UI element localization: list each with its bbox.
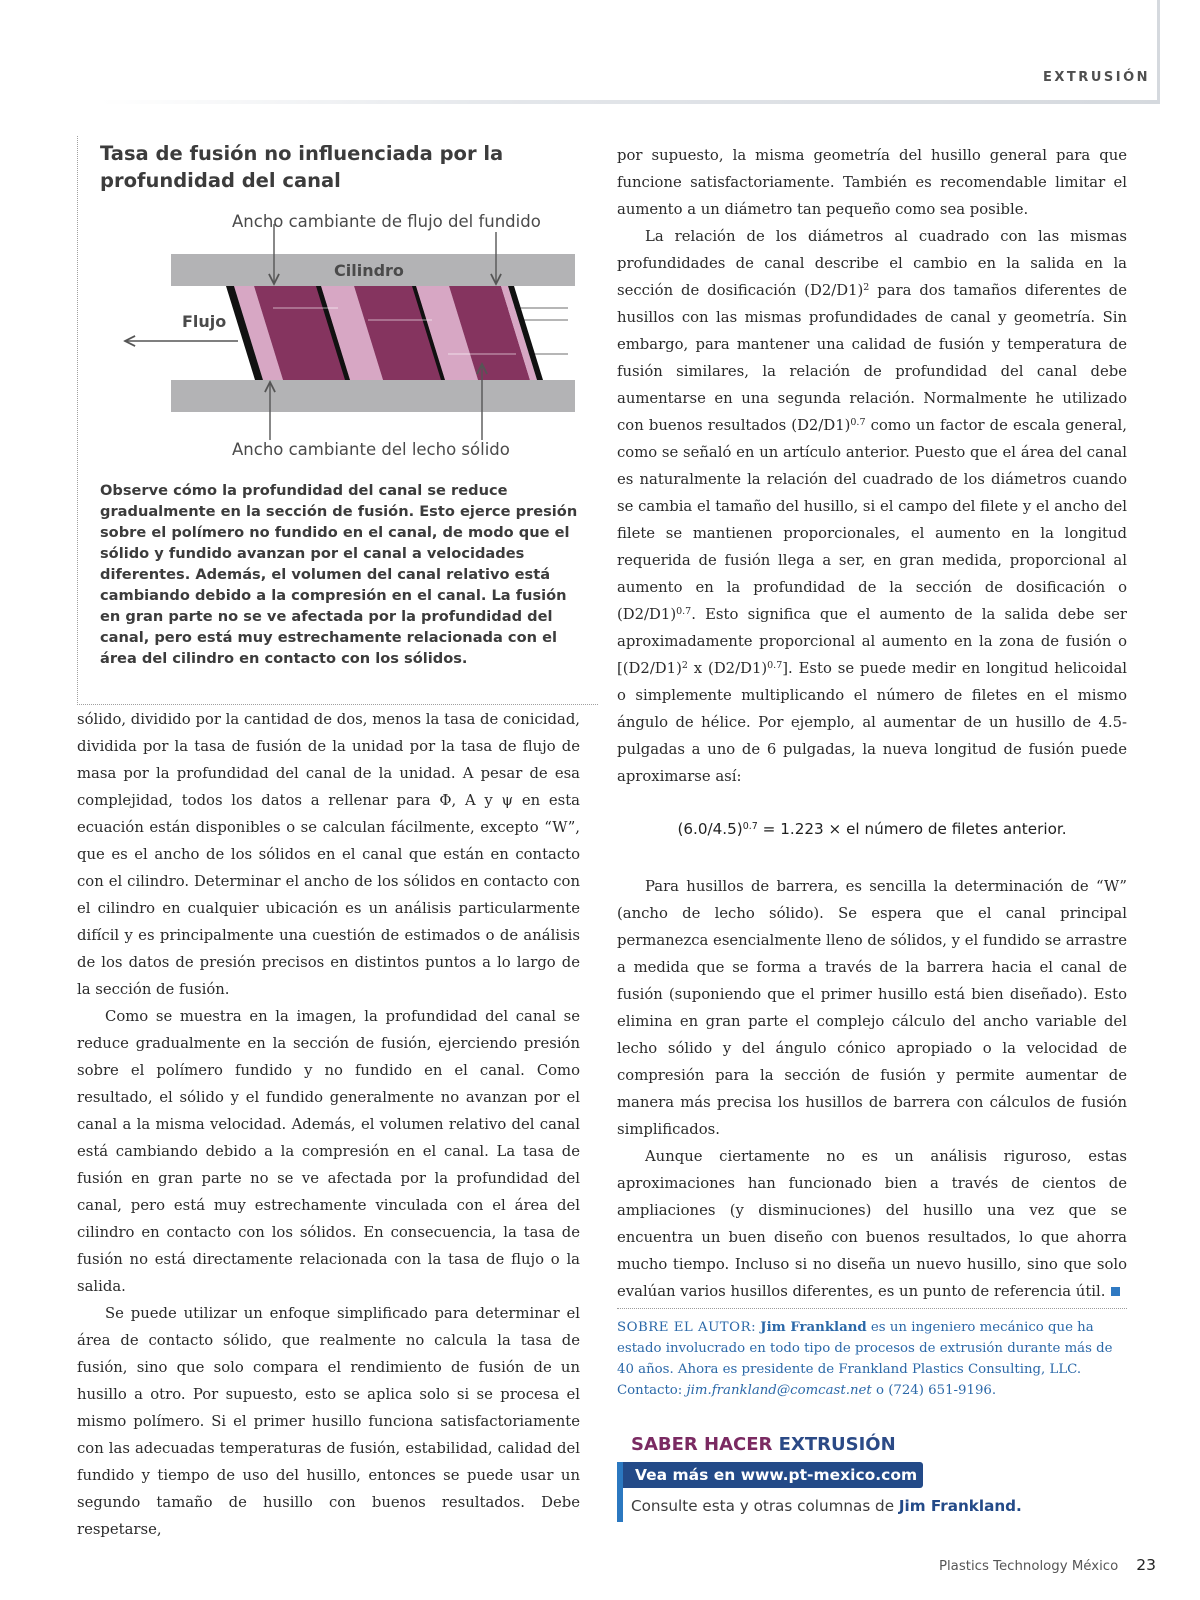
body-paragraph: sólido, dividido por la cantidad de dos, menos la tasa de conicidad, dividida por la tasa de fusión de la unidad por la tasa de flujo de masa por la profundidad del canal de la unidad. A pesar de esa complejidad, todos los datos a rellenar para Φ, A y ψ en esta ecuación están disponibles o se calculan fácilmente, excepto “W”, que es el ancho de los sólidos en el canal que están en contacto con el cilindro. Determinar el ancho de los sólidos en contacto con el cilindro en cualquier ubicación es un análisis particularmente difícil y es principalmente una cuestión de estimados o de análisis de los datos de presión precisos en distintos puntos a lo largo de la sección de fusión. [77, 711, 580, 998]
author-box [617, 1308, 1127, 1401]
promo-link[interactable]: Vea más en www.pt-mexico.com [623, 1462, 923, 1488]
promo-title: SABER HACER EXTRUSIÓN [631, 1434, 896, 1455]
author-label: SOBRE EL AUTOR: [617, 1320, 757, 1335]
page-footer [939, 1556, 1156, 1574]
page-number: 23 [1136, 1556, 1156, 1574]
body-paragraph-scaling: La relación de los diámetros al cuadrado con las mismas profundidades de canal describe el cambio en la salida en la sección de dosificación $(D2/D1)^2$ para dos tamaños diferentes de husillos con las mismas profundidades de canal y geometría. Sin embargo, para mantener una calidad de fusión y temperatura de fusión similares, la relación de profundidad del canal debe aumentarse en una segunda relación. Normalmente he utilizado con buenos resultados $(D2/D1)^{0.7}$ como un factor de escala general, como se señaló en un artículo anterior. Puesto que el área del canal es naturalmente la relación del cuadrado de los diámetros cuando se cambia el tamaño del husillo, si el campo del filete y el ancho del filete se mantienen proporcionales, el aumento en la longitud requerida de fusión llega a ser, en gran medida, proporcional al aumento en la profundidad de la sección de dosificación o $(D2/D1)^{0.7}$. Esto significa que el aumento de la salida debe ser aproximadamente proporcional al aumento en la zona de fusión o [$(D2/D1)^2$ x $(D2/D1)^{0.7}$]. Esto se puede medir en longitud helicoidal o simplemente multiplicando el número de filetes en el mismo ángulo de hélice. Por ejemplo, al aumentar de un husillo de 4.5-pulgadas a uno de 6 pulgadas, la nueva longitud de fusión puede aproximarse así: [617, 228, 1127, 785]
author-bio: es un ingeniero mecánico que ha estado involucrado en todo tipo de procesos de extrusión durante más de 40 años. Ahora es presidente de Frankland Plastics Consulting, LLC. Contacto: [617, 1320, 1113, 1398]
figure-title: Tasa de fusión no influenciada por la profundidad del canal [100, 142, 504, 192]
body-paragraph: Se puede utilizar un enfoque simplificado para determinar el área de contacto sólido, que realmente no calcula la tasa de fusión, sino que solo compara el rendimiento de fusión de un husillo a otro. Por supuesto, esto se aplica solo si se procesa el mismo polímero. Si el primer husillo funciona satisfactoriamente con las adecuadas temperaturas de fusión, estabilidad, calidad del fundido y tiempo de uso del husillo, entonces se puede usar un segundo tamaño de husillo con buenos resultados. Debe respetarse, [77, 1305, 580, 1538]
body-paragraph: por supuesto, la misma geometría del husillo general para que funcione satisfactoriamente. También es recomendable limitar el aumento a un diámetro tan pequeño como sea posible. [617, 147, 1127, 218]
author-name: Jim Frankland [760, 1320, 867, 1335]
label-top-width: Ancho cambiante de flujo del fundido [232, 212, 541, 231]
figure-caption: Observe cómo la profundidad del canal se reduce gradualmente en la sección de fusión. Esto ejerce presión sobre el polímero no fundido en el canal, de modo que el sólido y fundido avanzan por el canal a velocidades diferentes. Además, el volumen del canal relativo está cambiando debido a la compresión en el canal. La fusión en gran parte no se ve afectada por la profundidad del canal, pero está muy estrechamente relacionada con el área del cilindro en contacto con los sólidos. [100, 482, 578, 667]
left-column [77, 706, 580, 1543]
header-rule [100, 100, 1160, 104]
author-phone: o (724) 651-9196. [871, 1383, 997, 1398]
label-barrel: Cilindro [334, 261, 404, 280]
end-of-article-icon [1111, 1287, 1120, 1296]
section-label: EXTRUSIÓN [1043, 70, 1150, 85]
right-column [617, 142, 1127, 1305]
page-frame-right [1157, 0, 1160, 100]
body-paragraph: Como se muestra en la imagen, la profundidad del canal se reduce gradualmente en la sección de fusión, ejerciendo presión sobre el polímero fundido y no fundido en el canal. Como resultado, el sólido y el fundido generalmente no avanzan por el canal a la misma velocidad. Además, el volumen relativo del canal está cambiando debido a la compresión en el canal. La tasa de fusión en gran parte no se ve afectada por la profundidad del canal, pero está muy estrechamente vinculada con el área del cilindro en contacto con los sólidos. En consecuencia, la tasa de fusión no está directamente relacionada con la tasa de flujo o la salida. [77, 1008, 580, 1295]
author-email[interactable]: jim.frankland@comcast.net [686, 1383, 872, 1398]
promo-text: Consulte esta y otras columnas de Jim Frankland. [631, 1497, 1022, 1515]
screw-root [171, 380, 575, 412]
label-bottom-width: Ancho cambiante del lecho sólido [232, 440, 510, 459]
body-paragraph: Para husillos de barrera, es sencilla la determinación de “W” (ancho de lecho sólido). Se espera que el canal principal permanezca esencialmente lleno de sólidos, y el fundido se arrastre a medida que se forma a través de la barrera hacia el canal de fusión (suponiendo que el primer husillo está bien diseñado). Esto elimina en gran parte el complejo cálculo del ancho variable del lecho sólido y del ángulo cónico apropiado o la velocidad de compresión para la sección de fusión y permite aumentar de manera más precisa los husillos de barrera con cálculos de fusión simplificados. [617, 878, 1127, 1138]
scaling-formula: $(6.0/4.5)^{0.7} = 1.223$ × el número de filetes anterior. [677, 820, 1067, 838]
promo-box [617, 1434, 1117, 1526]
body-paragraph-final: Aunque ciertamente no es un análisis riguroso, estas aproximaciones han funcionado bien a través de cientos de ampliaciones (y disminuciones) del husillo una vez que se encuentra un buen diseño con buenos resultados, lo que ahorra mucho tiempo. Incluso si no diseña un nuevo husillo, sino que solo evalúan varios husillos diferentes, es un punto de referencia útil. [617, 1148, 1127, 1300]
figure-box [77, 136, 598, 705]
publication-name: Plastics Technology México [938, 1559, 1119, 1574]
label-flow: Flujo [182, 312, 227, 331]
screw-channel-diagram [78, 204, 598, 478]
